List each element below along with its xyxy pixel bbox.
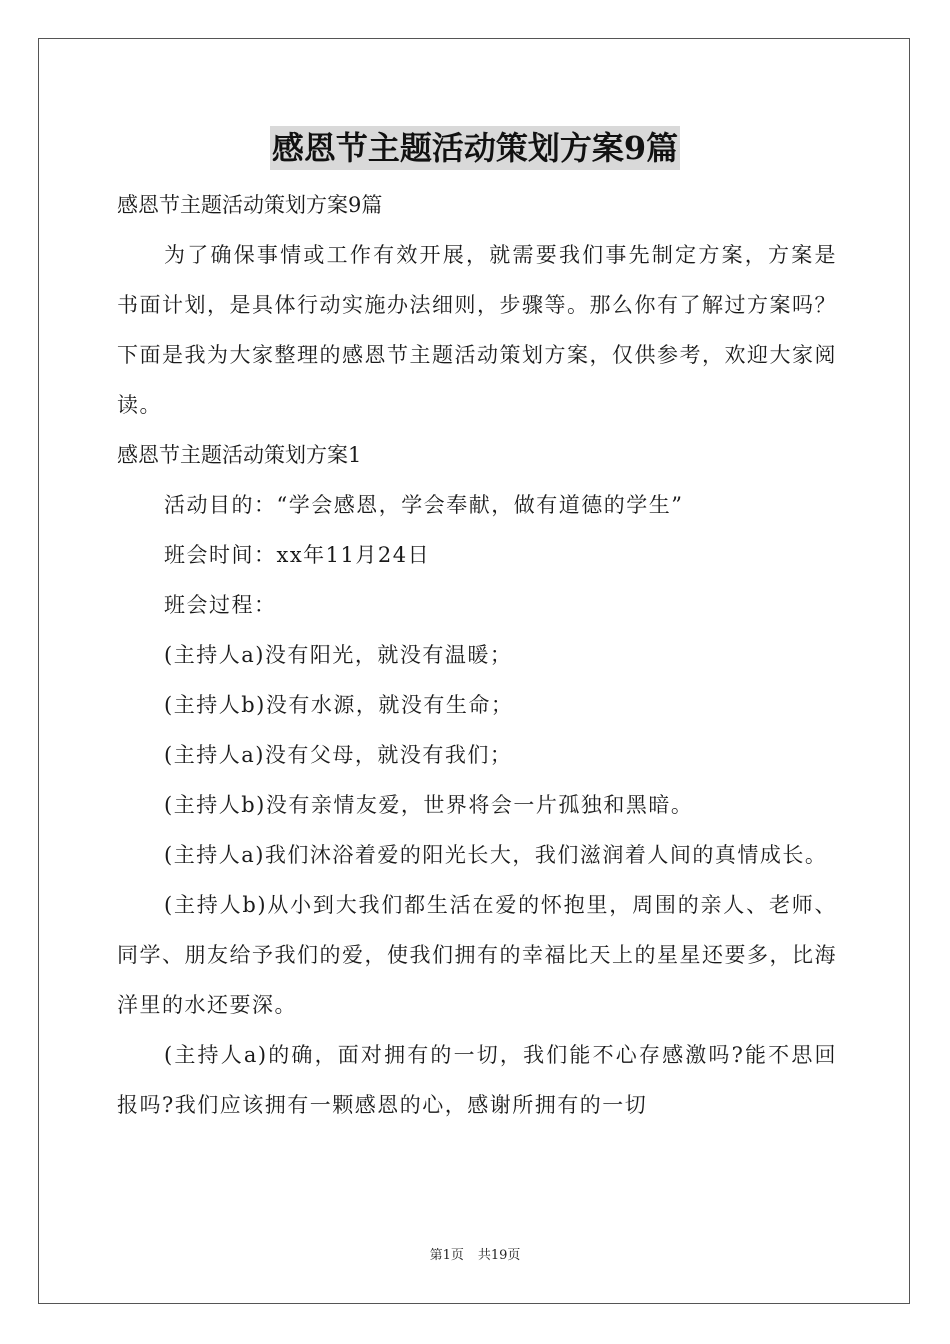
subtitle-line: 感恩节主题活动策划方案9篇 [117,193,383,217]
document-title: 感恩节主题活动策划方案9篇 [270,126,680,170]
host-line: (主持人a)没有父母，就没有我们； [164,743,513,767]
activity-purpose: 活动目的：“学会感恩，学会奉献，做有道德的学生” [164,493,684,517]
document-body [117,180,837,1130]
host-line: (主持人a)没有阳光，就没有温暖； [164,643,513,667]
host-line: (主持人b)没有水源，就没有生命； [164,693,514,717]
intro-paragraph: 为了确保事情或工作有效开展，就需要我们事先制定方案，方案是书面计划，是具体行动实施办法细则，步骤等。那么你有了解过方案吗？下面是我为大家整理的感恩节主题活动策划方案，仅供参考，欢迎大家阅读。 [117,243,837,417]
host-paragraph: (主持人b)从小到大我们都生活在爱的怀抱里，周围的亲人、老师、同学、朋友给予我们的爱，使我们拥有的幸福比天上的星星还要多，比海洋里的水还要深。 [117,893,837,1017]
meeting-time: 班会时间：xx年11月24日 [164,543,431,567]
page-footer [0,1246,950,1266]
section-heading: 感恩节主题活动策划方案1 [117,443,362,467]
page-number: 第1页 [429,1248,464,1263]
host-line: (主持人b)没有亲情友爱，世界将会一片孤独和黑暗。 [164,793,694,817]
host-paragraph: (主持人a)我们沐浴着爱的阳光长大，我们滋润着人间的真情成长。 [164,843,828,867]
process-label: 班会过程： [164,593,277,617]
page-total: 共19页 [477,1248,521,1263]
host-paragraph: (主持人a)的确，面对拥有的一切，我们能不心存感激吗?能不思回报吗?我们应该拥有一颗感恩的心，感谢所拥有的一切 [117,1043,837,1117]
title-area [0,126,950,170]
